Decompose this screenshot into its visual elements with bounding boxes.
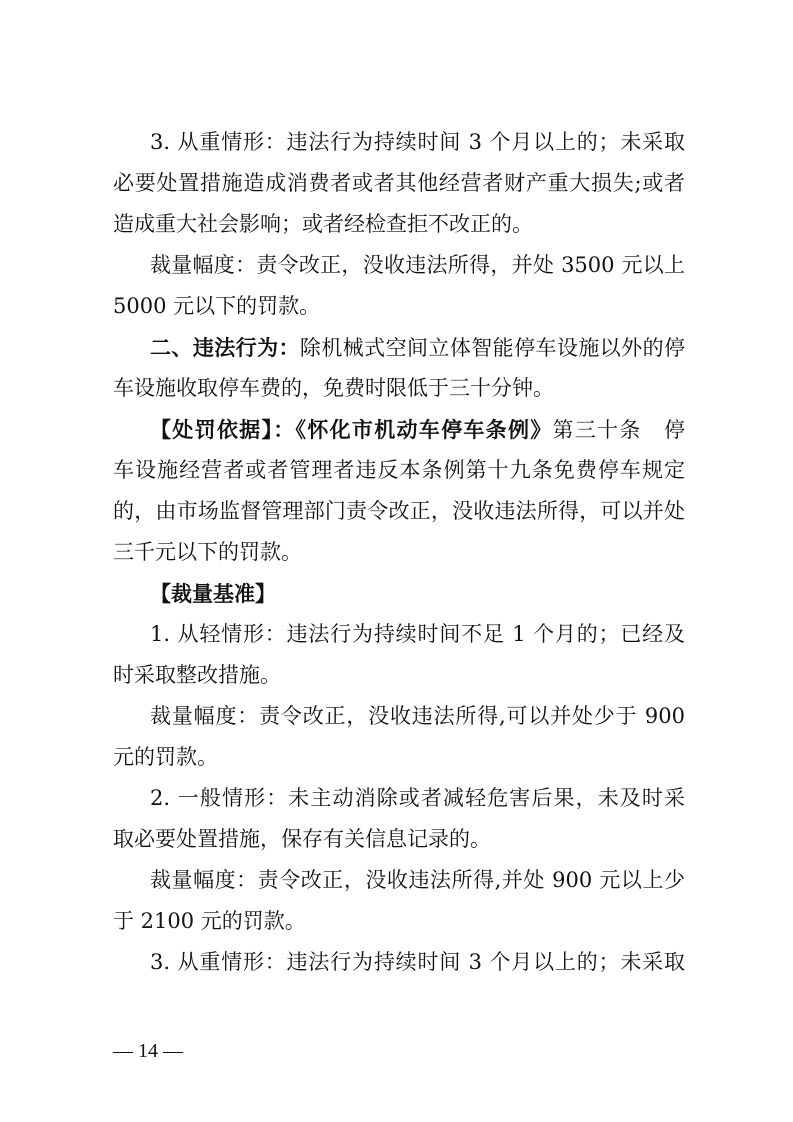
body-text: 第三十条 停 bbox=[552, 418, 686, 442]
text-line bbox=[113, 450, 685, 491]
body-text: 必要处置措施造成消费者或者其他经营者财产重大损失;或者 bbox=[113, 171, 685, 195]
body-text: 造成重大社会影响；或者经检查拒不改正的。 bbox=[113, 212, 533, 236]
text-line bbox=[113, 204, 685, 245]
body-text: 的，由市场监督管理部门责令改正，没收违法所得，可以并处 bbox=[113, 499, 685, 523]
body-text: 裁量幅度：责令改正，没收违法所得,可以并处少于 900 bbox=[150, 704, 685, 728]
text-line bbox=[113, 122, 685, 163]
body-text: 时采取整改措施。 bbox=[113, 663, 281, 687]
text-line bbox=[113, 901, 685, 942]
document-body bbox=[113, 122, 685, 983]
body-text: 3. 从重情形：违法行为持续时间 3 个月以上的；未采取 bbox=[150, 950, 685, 974]
text-line bbox=[113, 860, 685, 901]
bold-heading-text: 【裁量基准】 bbox=[150, 581, 276, 606]
text-line bbox=[113, 614, 685, 655]
text-line bbox=[113, 245, 685, 286]
body-text: 车设施收取停车费的，免费时限低于三十分钟。 bbox=[113, 376, 554, 400]
text-line bbox=[113, 696, 685, 737]
text-line bbox=[113, 327, 685, 368]
text-line bbox=[113, 819, 685, 860]
page-number: — 14 — bbox=[113, 1040, 183, 1062]
text-line bbox=[113, 409, 685, 450]
body-text: 2. 一般情形：未主动消除或者减轻危害后果，未及时采 bbox=[150, 786, 685, 810]
text-line bbox=[113, 573, 685, 614]
body-text: 三千元以下的罚款。 bbox=[113, 540, 302, 564]
body-text: 5000 元以下的罚款。 bbox=[113, 294, 321, 318]
text-line bbox=[113, 491, 685, 532]
text-line bbox=[113, 368, 685, 409]
text-line bbox=[113, 655, 685, 696]
body-text: 3. 从重情形：违法行为持续时间 3 个月以上的；未采取 bbox=[150, 130, 685, 154]
body-text: 裁量幅度：责令改正，没收违法所得，并处 3500 元以上 bbox=[150, 253, 685, 277]
text-line bbox=[113, 286, 685, 327]
bold-heading-text: 二、违法行为： bbox=[150, 335, 300, 360]
text-line bbox=[113, 942, 685, 983]
bold-heading-text: 【处罚依据】：《怀化市机动车停车条例》 bbox=[150, 417, 553, 442]
text-line bbox=[113, 778, 685, 819]
body-text: 除机械式空间立体智能停车设施以外的停 bbox=[299, 336, 686, 360]
body-text: 车设施经营者或者管理者违反本条例第十九条免费停车规定 bbox=[113, 458, 685, 482]
text-line bbox=[113, 737, 685, 778]
body-text: 取必要处置措施，保存有关信息记录的。 bbox=[113, 827, 491, 851]
text-line bbox=[113, 532, 685, 573]
body-text: 于 2100 元的罚款。 bbox=[113, 909, 306, 933]
body-text: 1. 从轻情形：违法行为持续时间不足 1 个月的；已经及 bbox=[150, 622, 685, 646]
body-text: 元的罚款。 bbox=[113, 745, 218, 769]
body-text: 裁量幅度：责令改正，没收违法所得,并处 900 元以上少 bbox=[150, 868, 685, 892]
text-line bbox=[113, 163, 685, 204]
